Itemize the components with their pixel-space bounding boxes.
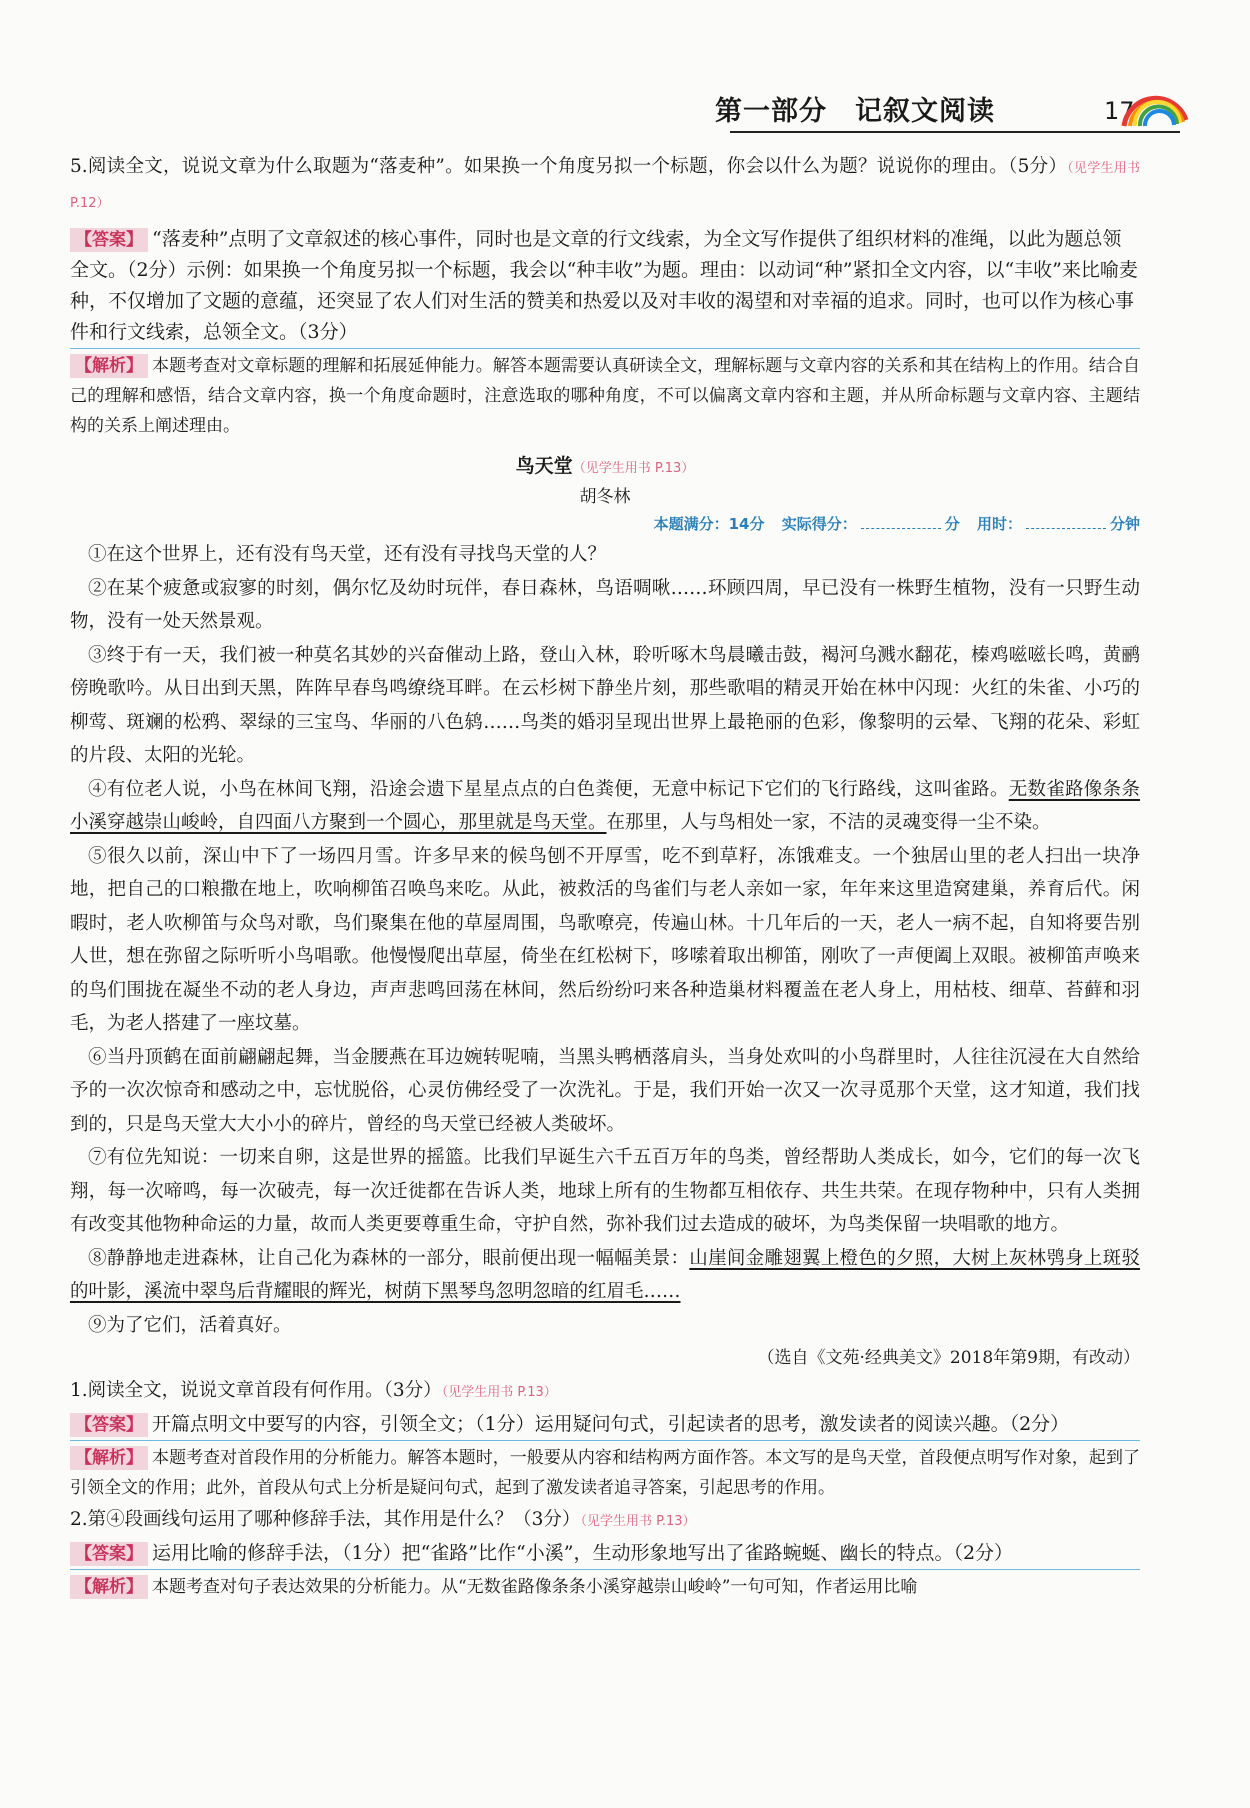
paragraph-4: ④有位老人说，小鸟在林间飞翔，沿途会遗下星星点点的白色粪便，无意中标记下它们的飞行路线，这叫雀路。无数雀路像条条小溪穿越崇山峻岭，自四面八方聚到一个圆心，那里就是鸟天堂。在那里，人与鸟相处一家，不洁的灵魂变得一尘不染。 [70, 778, 1140, 833]
question-5: 5.阅读全文，说说文章为什么取题为“落麦种”。如果换一个角度另拟一个标题，你会以什么为题？说说你的理由。（5分）（见学生用书 P.12） [70, 156, 1140, 211]
paragraph-6: ⑥当丹顶鹤在面前翩翩起舞，当金腰燕在耳边婉转呢喃，当黑头鸭栖落肩头，当身处欢叫的小鸟群里时，人往往沉浸在大自然给予的一次次惊奇和感动之中，忘忧脱俗，心灵仿佛经受了一次洗礼。于是，我们开始一次又一次寻觅那个天堂，这才知道，我们找到的，只是鸟天堂大大小小的碎片，曾经的鸟天堂已经被人类破坏。 [70, 1046, 1140, 1135]
article-title: 鸟天堂（见学生用书 P.13） [515, 455, 695, 477]
answer-tag: 【答案】 [70, 228, 148, 252]
page-header [70, 85, 1140, 135]
paragraph-5: ⑤很久以前，深山中下了一场四月雪。许多早来的候鸟刨不开厚雪，吃不到草籽，冻饿难支。一个独居山里的老人扫出一块净地，把自己的口粮撒在地上，吹响柳笛召唤鸟来吃。从此，被救活的鸟雀们与老人亲如一家，年年来这里造窝建巢，养育后代。闲暇时，老人吹柳笛与众鸟对歌，鸟们聚集在他的草屋周围，鸟歌嘹亮，传遍山林。十几年后的一天，老人一病不起，自知将要告别人世，想在弥留之际听听小鸟唱歌。他慢慢爬出草屋，倚坐在红松树下，哆嗦着取出柳笛，刚吹了一声便阖上双眼。被柳笛声唤来的鸟们围拢在凝坐不动的老人身边，声声悲鸣回荡在林间，然后纷纷叼来各种造巢材料覆盖在老人身上，用枯枝、细草、苔藓和羽毛，为老人搭建了一座坟墓。 [70, 845, 1140, 1034]
question-5-analysis: 【解析】 本题考查对文章标题的理解和拓展延伸能力。解答本题需要认真研读全文，理解标题与文章内容的关系和其在结构上的作用。结合自己的理解和感悟，结合文章内容，换一个角度命题时，注意选取的哪种角度，不可以偏离文章内容和主题，并从所命标题与文章内容、主题结构的关系上阐述理由。 [70, 356, 1140, 436]
question-1-answer: 【答案】 开篇点明文中要写的内容，引领全文；（1分）运用疑问句式，引起读者的思考，激发读者的阅读兴趣。（2分） [70, 1409, 1140, 1441]
score-bar: 本题满分：14分 实际得分： 分 用时： 分钟 [653, 515, 1140, 533]
question-1-analysis: 【解析】 本题考查对首段作用的分析能力。解答本题时，一般要从内容和结构两方面作答。本文写的是鸟天堂，首段便点明写作对象，起到了引领全文的作用；此外，首段从句式上分析是疑问句式，起到了激发读者追寻答案，引起思考的作用。 [70, 1448, 1140, 1498]
analysis-tag: 【解析】 [70, 354, 148, 378]
paragraph-7: ⑦有位先知说：一切来自卵，这是世界的摇篮。比我们早诞生六千五百万年的鸟类，曾经帮助人类成长，如今，它们的每一次飞翔，每一次啼鸣，每一次破壳，每一次迁徙都在告诉人类，地球上所有的生物都互相依存、共生共荣。在现存物种中，只有人类拥有改变其他物种命运的力量，故而人类更要尊重生命，守护自然，弥补我们过去造成的破坏，为鸟类保留一块唱歌的地方。 [70, 1147, 1140, 1235]
paragraph-9: ⑨为了它们，活着真好。 [88, 1314, 292, 1336]
question-2-ref: （见学生用书 P.13） [580, 1514, 696, 1529]
article-title-ref: （见学生用书 P.13） [572, 461, 695, 476]
actual-score-blank[interactable] [861, 528, 941, 529]
question-2: 2.第④段画线句运用了哪种修辞手法，其作用是什么？（3分）（见学生用书 P.13） [70, 1509, 696, 1530]
paragraph-8: ⑧静静地走进森林，让自己化为森林的一部分，眼前便出现一幅幅美景：山崖间金雕翅翼上橙色的夕照，大树上灰林鸮身上斑驳的叶影，溪流中翠鸟后背耀眼的辉光，树荫下黑琴鸟忽明忽暗的红眉毛…… [70, 1247, 1140, 1302]
analysis-tag: 【解析】 [70, 1575, 148, 1599]
question-5-answer: 【答案】 “落麦种”点明了文章叙述的核心事件，同时也是文章的行文线索，为全文写作提供了组织材料的准绳，以此为题总领全文。（2分）示例：如果换一个角度另拟一个标题，我会以“种丰收”为题。理由：以动词“种”紧扣全文内容，以“丰收”来比喻麦种，不仅增加了文题的意蕴，还突显了农人们对生活的赞美和热爱以及对丰收的渴望和对幸福的追求。同时，也可以作为核心事件和行文线索，总领全文。（3分） [70, 224, 1140, 349]
analysis-tag: 【解析】 [70, 1446, 148, 1470]
question-2-analysis: 【解析】 本题考查对句子表达效果的分析能力。从“无数雀路像条条小溪穿越崇山峻岭”一句可知，作者运用比喻 [70, 1572, 1140, 1602]
question-1: 1.阅读全文，说说文章首段有何作用。（3分）（见学生用书 P.13） [70, 1380, 557, 1401]
page-number: 17 [1104, 97, 1135, 125]
answer-tag: 【答案】 [70, 1413, 148, 1437]
paragraph-2: ②在某个疲惫或寂寥的时刻，偶尔忆及幼时玩伴，春日森林，鸟语啁啾……环顾四周，早已没有一株野生植物，没有一只野生动物，没有一处天然景观。 [70, 577, 1140, 632]
answer-tag: 【答案】 [70, 1542, 148, 1566]
underlined-sentence: 无数雀路像条条小溪穿越崇山峻岭，自四面八方聚到一个圆心，那里就是鸟天堂。 [70, 778, 1140, 833]
time-blank[interactable] [1026, 528, 1106, 529]
question-1-ref: （见学生用书 P.13） [441, 1385, 557, 1400]
article-author: 胡冬林 [579, 487, 631, 507]
underlined-description: 山崖间金雕翅翼上橙色的夕照，大树上灰林鸮身上斑驳的叶影，溪流中翠鸟后背耀眼的辉光，树荫下黑琴鸟忽明忽暗的红眉毛…… [70, 1247, 1140, 1302]
question-2-answer: 【答案】 运用比喻的修辞手法，（1分）把“雀路”比作“小溪”，生动形象地写出了雀路蜿蜒、幽长的特点。（2分） [70, 1538, 1140, 1570]
question-5-ref: （见学生用书 P.12） [70, 161, 1140, 211]
rainbow-icon [1120, 80, 1190, 128]
paragraph-1: ①在这个世界上，还有没有鸟天堂，还有没有寻找鸟天堂的人？ [88, 544, 607, 565]
paragraph-3: ③终于有一天，我们被一种莫名其妙的兴奋催动上路，登山入林，聆听啄木鸟晨曦击鼓，褐河乌溅水翻花，榛鸡嗞嗞长鸣，黄鹂傍晚歌吟。从日出到天黑，阵阵早春鸟鸣缭绕耳畔。在云杉树下静坐片刻，那些歌唱的精灵开始在林中闪现：火红的朱雀、小巧的柳莺、斑斓的松鸦、翠绿的三宝鸟、华丽的八色鸫……鸟类的婚羽呈现出世界上最艳丽的色彩，像黎明的云晕、飞翔的花朵、彩虹的片段、太阳的光轮。 [70, 644, 1140, 766]
section-title: 第一部分 记叙文阅读 [715, 96, 995, 127]
header-rule [730, 131, 1180, 133]
article-source: （选自《文苑·经典美文》2018年第9期，有改动） [757, 1348, 1140, 1368]
